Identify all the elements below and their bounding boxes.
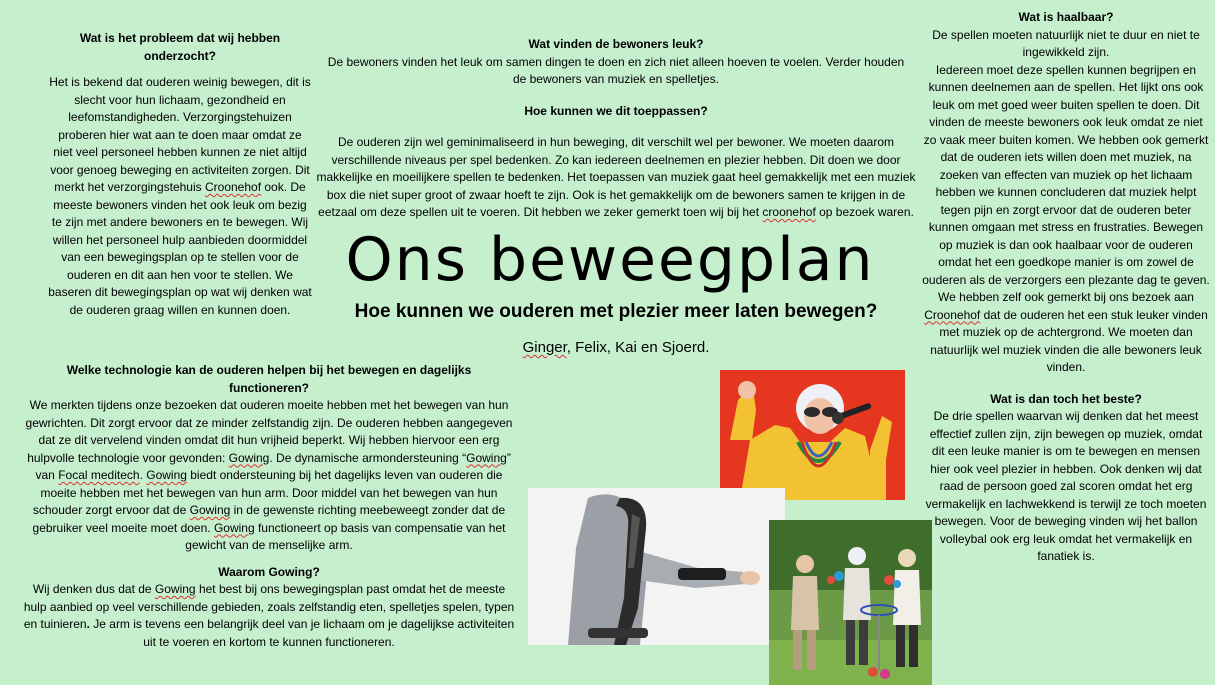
arm-support-illustration <box>528 488 785 645</box>
best-heading: Wat is dan toch het beste? <box>990 391 1142 406</box>
feasible-body-1: De spellen moeten natuurlijk niet te duur en niet te ingewikkeld zijn. <box>932 27 1200 59</box>
singer-illustration <box>720 370 905 500</box>
likes-body: De bewoners vinden het leuk om samen dingen te doen en zich niet alleen hoeven te voelen. Verder houden de bewoners van muziek en spelletjes. <box>327 54 905 86</box>
section-problem <box>48 30 312 319</box>
likes-heading: Wat vinden de bewoners leuk? <box>528 37 704 51</box>
poster-subtitle: Hoe kunnen we ouderen met plezier meer laten bewegen? <box>354 301 878 322</box>
apply-body: De ouderen zijn wel geminimaliseerd in hun beweging, dit verschilt wel per bewoner. We moeten daarom verschillende niveaus per spel bedenken. Zo kan iedereen deelnemen en plezier hebben. Dit doen we door makkelijke en moeilijkere spellen te bedenken. Het toepassen van muziek gaat heel gemakkelijk met een muziek box die niet super groot of zwaar hoeft te zijn. Ook is het gemakkelijk om de bewoners samen te krijgen in de eetzaal om deze spellen uit te voeren. Dit hebben we zeker gemerkt toen wij bij het croonehof op bezoek waren. <box>316 135 916 219</box>
why-gowing-heading: Waarom Gowing? <box>218 564 320 579</box>
poster-title: Ons beweegplan <box>345 225 875 295</box>
section-residents <box>314 36 918 222</box>
section-feasible <box>922 9 1210 566</box>
technology-body: We merkten tijdens onze bezoeken dat ouderen moeite hebben met het bewegen van hun gewrichten. Dit zorgt ervoor dat ze minder zelfstandig zijn. De ouderen hebben aangegeven dat ze dit vervelend vinden omdat dit hun vrijheid beperkt. Wij hebben hiervoor een erg hulpvolle technologie voor gevonden: Gowing. De dynamische armondersteuning “Gowing” van Focal meditech. Gowing biedt ondersteuning bij het dagelijks leven van ouderen die moeite hebben met het bewegen van hun arm. Door middel van het bewegen van hun schouder zorgt ervoor dat de Gowing in de gewenste richting meebeweegt zonder dat de gebruiker veel moeite moet doen. Gowing functioneert op basis van compensatie van het gewicht van de menselijke arm. <box>25 398 513 552</box>
apply-heading: Hoe kunnen we dit toeppassen? <box>524 103 708 118</box>
photo-gowing-arm-support <box>528 488 785 645</box>
problem-heading: Wat is het probleem dat wij hebben onderzocht? <box>79 31 281 63</box>
technology-heading: Welke technologie kan de ouderen helpen bij het bewegen en dagelijks functioneren? <box>66 363 472 395</box>
best-body: De drie spellen waarvan wij denken dat het meest effectief zullen zijn, zijn bewegen op muziek, omdat dit een leuke manier is om te bewegen en mensen hier ook veel plezier in hebben. Ook denken wij dat raad de persoon goed zal scoren omdat het erg vermakelijk en lachwekkend is terwijl ze toch moeten bewegen. Voor de beweging vinden wij het ballon volleybal ook erg leuk omdat het vermakelijk en fanatiek is. <box>925 409 1207 563</box>
place-name: Croonehof <box>204 180 262 194</box>
section-technology <box>22 362 516 651</box>
problem-body: Het is bekend dat ouderen weinig bewegen, dit is slecht voor hun lichaam, gezondheid en leefomstandigheden. Verzorgingstehuizen proberen hier wat aan te doen maar omdat ze niet veel personeel hebben kunnen ze niet altijd voor genoeg beweging en activiteiten zorgen. Dit merkt het verzorgingstehuis Croonehof ook. De meeste bewoners vinden het ook leuk om bezig te zijn met andere bewoners en te bewegen. Wij willen het personeel hulp aanbieden doormiddel van een bewegingsplan op te stellen voor de ouderen en dit aan hen voor te stellen. We baseren dit bewegingsplan op wat wij denken wat de ouderen graag willen en kunnen doen. <box>48 75 312 317</box>
poster-authors: Ginger, Felix, Kai en Sjoerd. <box>522 339 710 356</box>
feasible-body-3: We hebben zelf ook gemerkt bij ons bezoek aan Croonehof dat de ouderen het een stuk leuker vinden met muziek op de achtergrond. We moeten dan natuurlijk wel muziek vinden die alle bewoners leuk vinden. <box>924 290 1208 374</box>
photo-singing-elderly-woman <box>720 370 905 500</box>
ball-game-illustration <box>769 520 932 685</box>
feasible-body-2: Iedereen moet deze spellen kunnen begrijpen en kunnen deelnemen aan de spellen. Het lijkt ons ook leuk om met goed weer buiten spellen te doen. Dit vinden de meeste bewoners ook leuk omdat ze niet zo vaak meer buiten komen. We hebben ook gemerkt dat de ouderen iets willen doen met muziek, na zoeken van effecten van muziek op het lichaam hebben we kunnen concluderen dat muziek helpt tegen pijn en zorgt ervoor dat de ouderen beter kunnen omgaan met stress en frustraties. Bewegen op muziek is dan ook haalbaar voor de ouderen omdat het een goedkope manier is om zowel de ouderen als de verzorgers een plezante dag te geven. <box>922 62 1210 287</box>
photo-elderly-ball-game <box>769 520 932 685</box>
why-gowing-body: Wij denken dus dat de Gowing het best bij ons bewegingsplan past omdat het de meeste hulp aanbied op veel verschillende gebieden, zoals zelfstandig eten, spelletjes spelen, typen en tuinieren. Je arm is tevens een belangrijk deel van je lichaam om je dagelijkse activiteiten uit te voeren en kortom te kunnen functioneren. <box>23 582 515 649</box>
feasible-heading: Wat is haalbaar? <box>1018 10 1114 24</box>
